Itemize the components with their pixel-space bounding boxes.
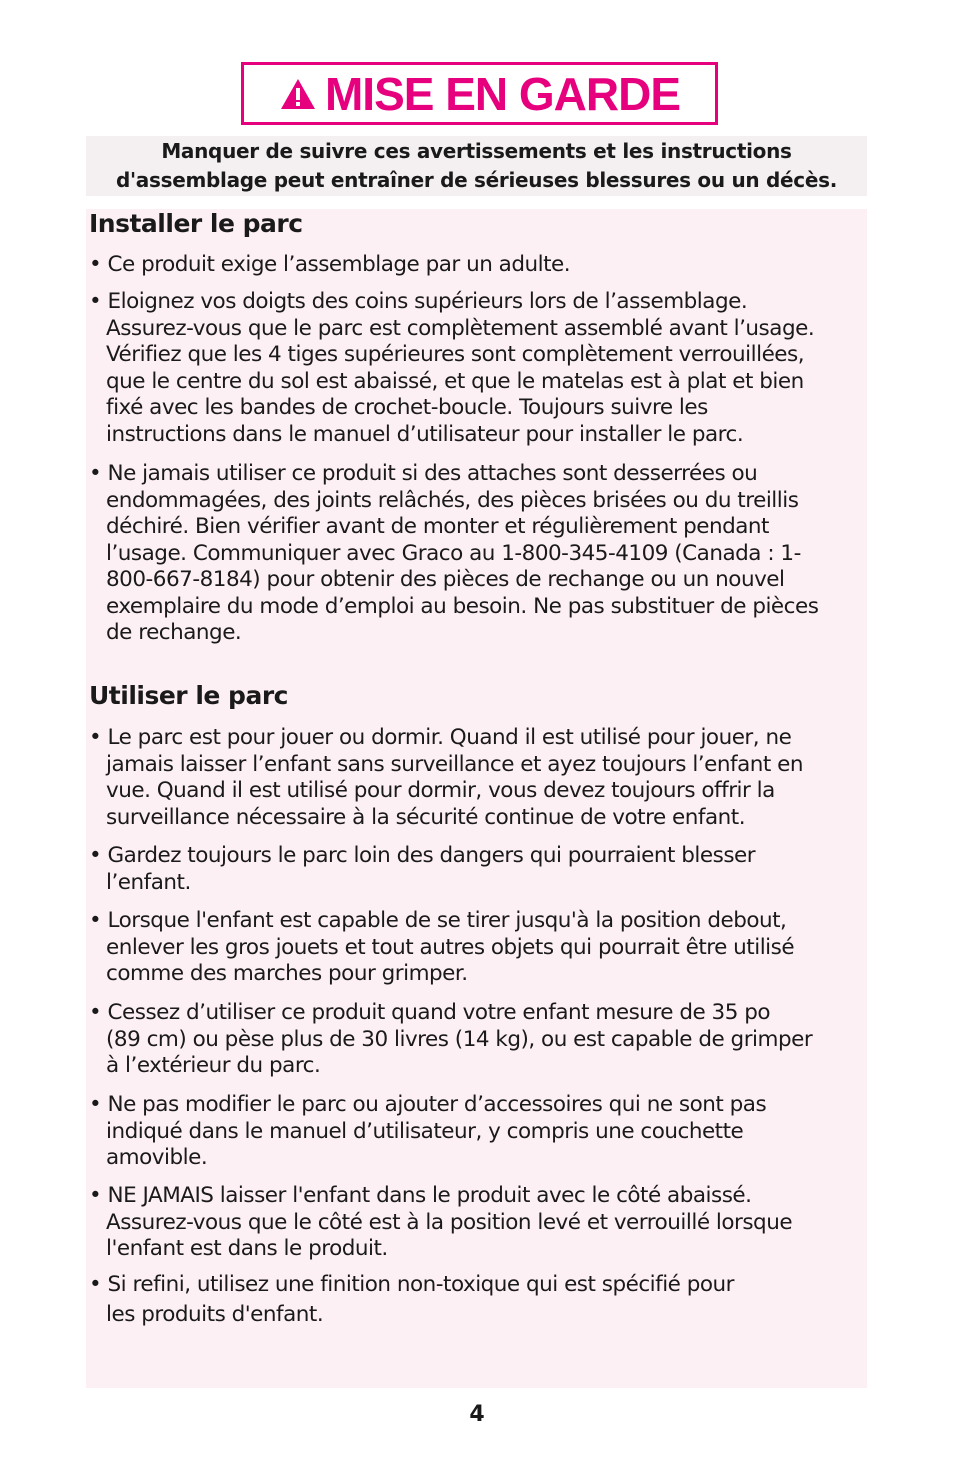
list-item [89, 1272, 859, 1328]
item-line: exemplaire du mode d’emploi au besoin. Ne pas substituer de pièces [106, 593, 819, 619]
warning-title: MISE EN GARDE [324, 67, 681, 120]
item-line: que le centre du sol est abaissé, et que le matelas est à plat et bien [106, 368, 804, 394]
item-line: fixé avec les bandes de crochet-boucle. Toujours suivre les [106, 395, 708, 420]
item-line: • Eloignez vos doigts des coins supérieurs lors de l’assemblage. [89, 289, 748, 314]
item-line: enlever les gros jouets et tout autres objets qui pourrait être utilisé [106, 934, 795, 960]
item-line: Vérifiez que les 4 tiges supérieures sont complètement verrouillées, [106, 342, 805, 367]
item-line: • Ne pas modifier le parc ou ajouter d’accessoires qui ne sont pas [89, 1092, 767, 1117]
list-item [89, 289, 859, 448]
item-line: 800-667-8184) pour obtenir des pièces de rechange ou un nouvel [106, 567, 785, 592]
warning-triangle-icon [279, 77, 317, 111]
item-line: • Gardez toujours le parc loin des dangers qui pourraient blesser [89, 843, 756, 868]
warning-title-box [241, 62, 718, 125]
item-line: endommagées, des joints relâchés, des pièces brisées ou du treillis [106, 487, 799, 513]
list-item [89, 908, 859, 988]
page-number: 4 [469, 1402, 485, 1427]
section-heading-installer: Installer le parc [89, 209, 303, 238]
item-line: • NE JAMAIS laisser l'enfant dans le produit avec le côté abaissé. [89, 1183, 752, 1208]
item-line: les produits d'enfant. [106, 1301, 324, 1327]
item-line: • Lorsque l'enfant est capable de se tirer jusqu'à la position debout, [89, 908, 787, 933]
item-line: comme des marches pour grimper. [106, 961, 468, 986]
item-line: déchiré. Bien vérifier avant de monter et régulièrement pendant [106, 514, 769, 539]
item-line: instructions dans le manuel d’utilisateur pour installer le parc. [106, 421, 744, 447]
list-item [89, 843, 859, 896]
instructions-panel [86, 209, 867, 1388]
intro-line-2: d'assemblage peut entraîner de sérieuses blessures ou un décès. [115, 168, 838, 192]
section-heading-utiliser: Utiliser le parc [89, 681, 288, 710]
item-line: • Le parc est pour jouer ou dormir. Quand il est utilisé pour jouer, ne [89, 725, 792, 750]
item-line: • Ne jamais utiliser ce produit si des attaches sont desserrées ou [89, 461, 758, 486]
list-item [89, 725, 859, 831]
item-line: jamais laisser l’enfant sans surveillance et ayez toujours l’enfant en [106, 751, 803, 777]
item-line: surveillance nécessaire à la sécurité continue de votre enfant. [106, 804, 746, 830]
item-line: indiqué dans le manuel d’utilisateur, y compris une couchette [106, 1118, 744, 1144]
item-line: vue. Quand il est utilisé pour dormir, vous devez toujours offrir la [106, 778, 775, 803]
item-line: l’usage. Communiquer avec Graco au 1-800-345-4109 (Canada : 1- [106, 540, 801, 566]
item-line: à l’extérieur du parc. [106, 1053, 321, 1078]
item-line: Assurez-vous que le parc est complètement assemblé avant l’usage. [106, 315, 815, 341]
list-item [89, 252, 859, 279]
list-item [89, 1183, 859, 1263]
item-line: l'enfant est dans le produit. [106, 1236, 388, 1261]
item-line: Assurez-vous que le côté est à la position levé et verrouillé lorsque [106, 1209, 793, 1235]
item-line: l’enfant. [106, 869, 191, 895]
item-line: amovible. [106, 1145, 208, 1170]
intro-line-1: Manquer de suivre ces avertissements et les instructions [161, 139, 792, 163]
item-line: • Cessez d’utiliser ce produit quand votre enfant mesure de 35 po [89, 1000, 771, 1025]
item-line: (89 cm) ou pèse plus de 30 livres (14 kg), ou est capable de grimper [106, 1026, 813, 1052]
list-item [89, 1000, 859, 1080]
list-item [89, 1092, 859, 1172]
item-line: de rechange. [106, 620, 242, 645]
intro-warning [86, 136, 867, 196]
list-item [89, 461, 859, 647]
item-line: • Si refini, utilisez une finition non-toxique qui est spécifié pour [89, 1272, 735, 1297]
item-line: • Ce produit exige l’assemblage par un adulte. [89, 252, 571, 277]
